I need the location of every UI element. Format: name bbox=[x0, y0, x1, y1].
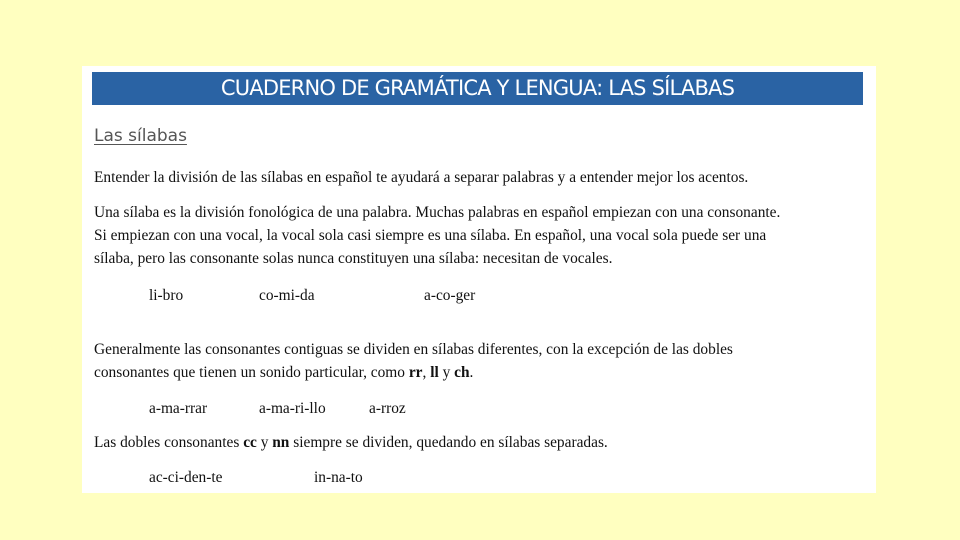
paragraph-consonants-line-1: Generalmente las consonantes contiguas se dividen en sílabas diferentes, con la excepción de las dobles bbox=[94, 341, 733, 358]
consonant-cc: cc bbox=[243, 434, 257, 451]
paragraph-consonants bbox=[94, 338, 733, 384]
section-heading: Las sílabas bbox=[94, 126, 187, 146]
document-sheet bbox=[82, 66, 876, 493]
paragraph-doubles bbox=[94, 431, 608, 454]
consonant-ch: ch bbox=[454, 364, 470, 381]
consonant-nn: nn bbox=[272, 434, 290, 451]
doubles-text: siempre se dividen, quedando en sílabas separadas. bbox=[289, 434, 608, 451]
doubles-text: y bbox=[256, 434, 273, 451]
consonants-text: consonantes que tienen un sonido particular, como bbox=[94, 364, 409, 381]
separator: , bbox=[422, 364, 431, 381]
period: . bbox=[469, 364, 474, 381]
paragraph-intro-text: Entender la división de las sílabas en español te ayudará a separar palabras y a entender mejor los acentos. bbox=[94, 169, 749, 186]
consonant-rr: rr bbox=[408, 364, 423, 381]
example-word: a-rroz bbox=[369, 400, 406, 417]
doubles-text: Las dobles consonantes bbox=[94, 434, 244, 451]
example-word: co-mi-da bbox=[259, 287, 315, 304]
paragraph-vowels-line-3: sílaba, pero las consonante solas nunca constituyen una sílaba: necesitan de vocales. bbox=[94, 250, 613, 267]
consonant-ll: ll bbox=[430, 364, 439, 381]
example-word: a-ma-ri-llo bbox=[259, 400, 326, 417]
example-word: ac-ci-den-te bbox=[149, 469, 223, 486]
example-word: a-ma-rrar bbox=[149, 400, 208, 417]
paragraph-intro bbox=[94, 166, 748, 189]
example-word: a-co-ger bbox=[424, 287, 476, 304]
paragraph-vowels-line-1: Una sílaba es la división fonológica de una palabra. Muchas palabras en español empiezan con una consonante. bbox=[94, 204, 781, 221]
example-word: li-bro bbox=[149, 287, 184, 304]
paragraph-vowels-line-2: Si empiezan con una vocal, la vocal sola casi siempre es una sílaba. En español, una vocal sola puede ser una bbox=[94, 227, 767, 244]
example-word: in-na-to bbox=[314, 469, 363, 486]
separator: y bbox=[438, 364, 455, 381]
paragraph-vowels bbox=[94, 201, 780, 270]
paragraph-consonants-line-2 bbox=[94, 361, 733, 384]
banner-title: CUADERNO DE GRAMÁTICA Y LENGUA: LAS SÍLABAS bbox=[92, 72, 863, 105]
